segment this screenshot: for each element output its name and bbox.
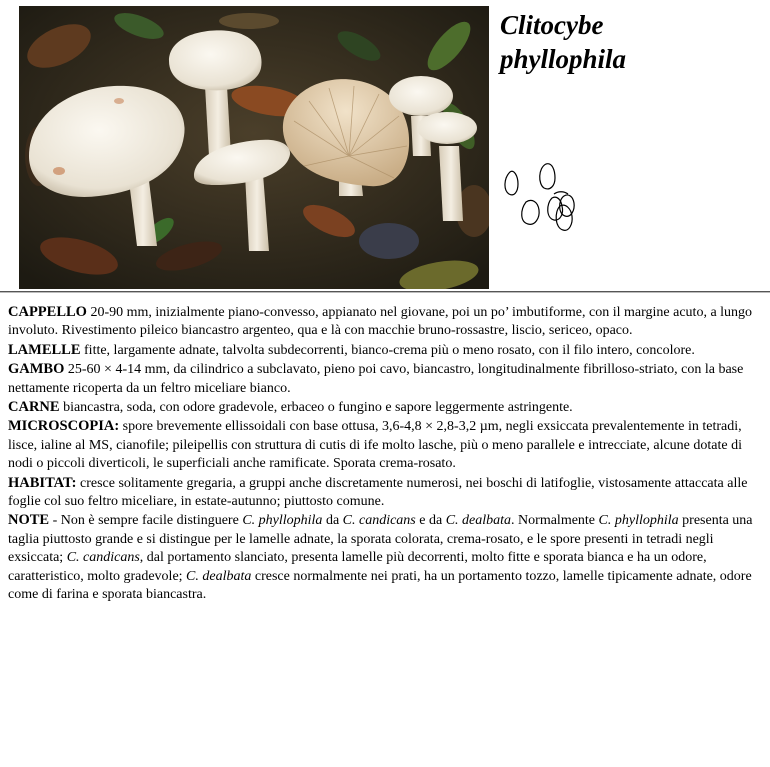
- note-species-2: C. candicans: [342, 513, 416, 529]
- note-species-6: C. dealbata: [186, 568, 252, 584]
- note-text-3: e da: [415, 513, 446, 529]
- heading-microscopia: MICROSCOPIA:: [8, 418, 120, 435]
- heading-lamelle: LAMELLE: [8, 341, 81, 358]
- text-cappello: 20-90 mm, inizialmente piano-convesso, appianato nel giovane, poi un po’ imbutiforme, con il margine acuto, a lungo involuto. Rivestimento pileico biancastro argenteo, qua e là con macchie bruno-rossastre, liscio, sericeo, opaco.: [8, 305, 753, 339]
- note-text-2: da: [322, 513, 343, 529]
- heading-habitat: HABITAT:: [8, 474, 77, 491]
- text-microscopia: spore brevemente ellissoidali con base ottusa, 3,6-4,8 × 2,8-3,2 µm, negli exsiccata prevalentemente in tetradi, lisce, ialine al MS, cianofile; pileipellis con struttura di cutis di ife molto lasche, più o meno parallele e intrecciate, alcune dotate di nodi o piccoli diverticoli, le superficiali anche ramificate. Sporata crema-rosato.: [8, 419, 742, 472]
- note-text-4: . Normalmente: [511, 513, 599, 529]
- paragraph-cappello: [8, 303, 756, 341]
- heading-gambo: GAMBO: [8, 361, 65, 378]
- spore-drawing: [498, 158, 588, 236]
- note-species-3: C. dealbata: [445, 513, 512, 529]
- paragraph-gambo: [8, 360, 756, 398]
- spore-tetrad: [548, 192, 574, 231]
- paragraph-note: [8, 511, 756, 604]
- paragraph-habitat: [8, 474, 756, 512]
- note-text-6: , dal portamento slanciato, presenta lamelle più decorrenti, molto fitte e sporata bianca e ha un odore, caratteristico, molto gradevole;: [8, 550, 707, 584]
- note-text-1: - Non è sempre facile distinguere: [49, 513, 243, 529]
- species-description: [8, 303, 756, 605]
- heading-note: NOTE: [8, 512, 50, 529]
- spore-single-bottom: [522, 200, 539, 224]
- species-genus: Clitocybe: [500, 10, 604, 40]
- species-title: [500, 8, 760, 76]
- note-species-5: C. candicans: [66, 550, 140, 566]
- paragraph-microscopia: [8, 417, 756, 473]
- section-divider: [0, 291, 770, 293]
- heading-cappello: CAPPELLO: [8, 304, 87, 320]
- note-text-7: cresce normalmente nei prati, ha un portamento tozzo, lamelle tipicamente adnate, odore come di farina e sporata biancastra.: [8, 568, 752, 603]
- spore-single-top: [540, 164, 555, 189]
- text-lamelle: fitte, largamente adnate, talvolta subdecorrenti, bianco-crema più o meno rosato, con il filo intero, concolore.: [80, 342, 695, 358]
- text-habitat: cresce solitamente gregaria, a gruppi anche discretamente numerosi, nei boschi di latifoglie, vistosamente attaccata alle foglie col suo feltro miceliare, in estate-autunno; piuttosto comune.: [8, 475, 748, 510]
- paragraph-carne: [8, 398, 756, 417]
- mushroom-photo: [19, 6, 489, 289]
- note-species-1: C. phyllophila: [242, 513, 323, 529]
- species-epithet: phyllophila: [500, 44, 627, 74]
- paragraph-lamelle: [8, 341, 756, 360]
- text-carne: biancastra, soda, con odore gradevole, erbaceo o fungino e sapore leggermente astringente.: [59, 400, 573, 416]
- heading-carne: CARNE: [8, 399, 60, 416]
- note-species-4: C. phyllophila: [598, 513, 679, 529]
- text-gambo: 25-60 × 4-14 mm, da cilindrico a subclavato, pieno poi cavo, biancastro, longitudinalmente fibrilloso-striato, con la base nettamente ricoperta da un feltro miceliare bianco.: [8, 362, 744, 396]
- note-text-5: presenta una taglia piuttosto grande e si distingue per le lamelle adnate, la sporata colorata, crema-rosato, e le spore presenti in tetradi negli exsiccata;: [8, 513, 753, 566]
- spore-single-left: [505, 171, 518, 195]
